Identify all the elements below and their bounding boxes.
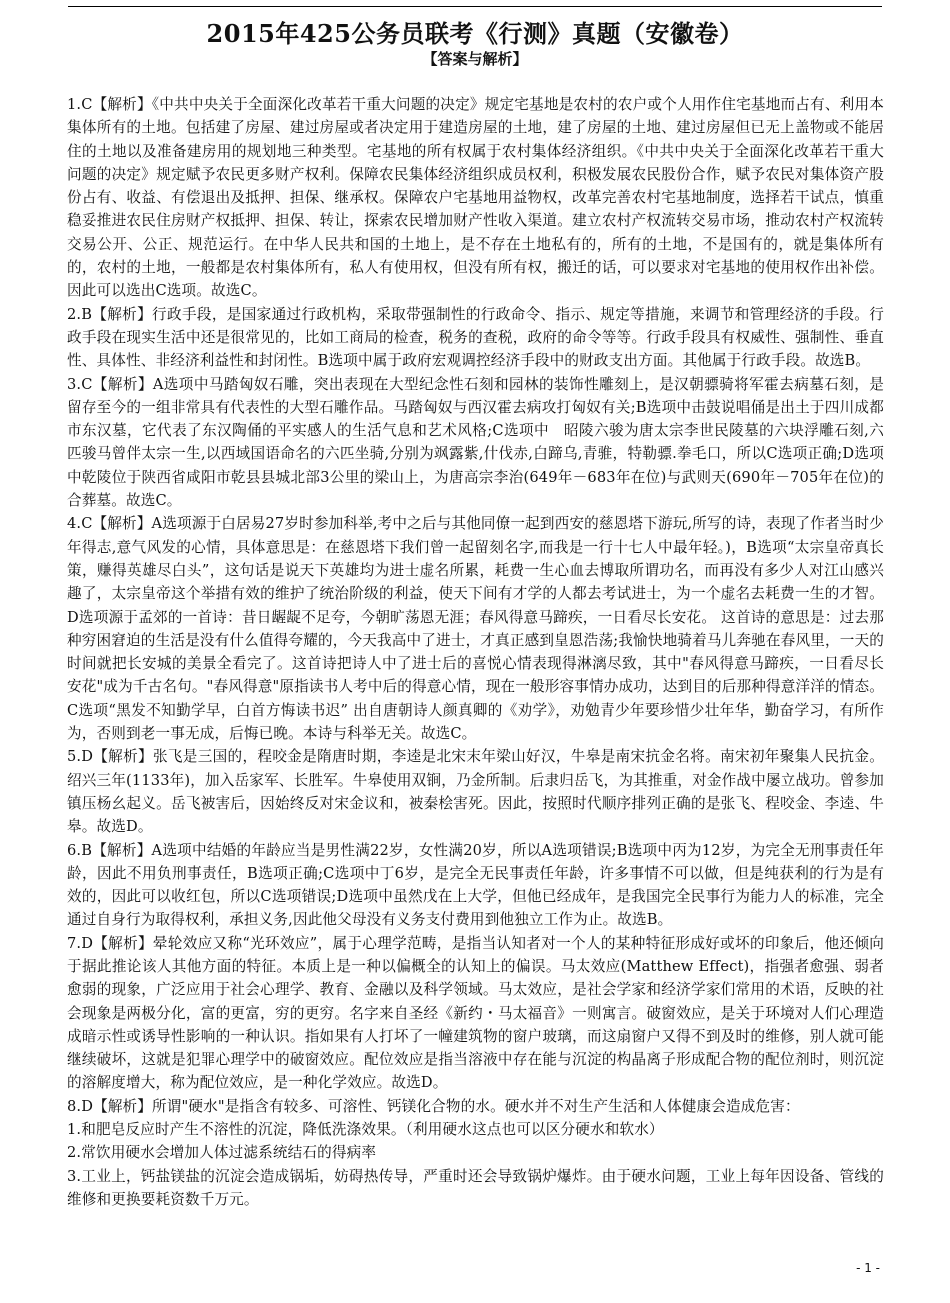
answer-paragraph: 6.B【解析】A选项中结婚的年龄应当是男性满22岁，女性满20岁，所以A选项错误;B选项中丙为12岁，为完全无刑事责任年龄，因此不用负刑事责任，B选项正确;C选项中丁6岁，是完全无民事责任年龄，许多事情不可以做，但是纯获利的行为是有效的，因此可以收红包，所以C选项错误;D选项中虽然戊在上大学，但他已经成年，是我国完全民事行为能力人的标准，完全通过自身行为取得权利，承担义务,因此他父母没有义务支付费用到他独立工作为止。故选B。 <box>67 841 884 929</box>
header-rule <box>68 6 882 7</box>
answer-paragraph: 2.B【解析】行政手段，是国家通过行政机构，采取带强制性的行政命令、指示、规定等措施，来调节和管理经济的手段。行政手段在现实生活中还是很常见的，比如工商局的检查，税务的查税，政府的命令等等。行政手段具有权威性、强制性、垂直性、具体性、非经济利益性和封闭性。B选项中属于政府宏观调控经济手段中的财政支出方面。其他属于行政手段。故选B。 <box>67 305 884 370</box>
page-number: - 1 - <box>856 1261 880 1275</box>
page-subtitle: 【答案与解析】 <box>422 50 528 68</box>
answer-paragraph: 3.C【解析】A选项中马踏匈奴石雕，突出表现在大型纪念性石刻和园林的装饰性雕刻上，是汉朝骠骑将军霍去病墓石刻，是留存至今的一组非常具有代表性的大型石雕作品。马踏匈奴与西汉霍去病攻打匈奴有关;B选项中击鼓说唱俑是出土于四川成都市东汉墓，它代表了东汉陶俑的平实感人的生活气息和艺术风格;C选项中 昭陵六骏为唐太宗李世民陵墓的六块浮雕石刻,六匹骏马曾伴太宗一生,以西域国语命名的六匹坐骑,分别为飒露紫,什伐赤,白蹄乌,青骓，特勒骠.拳毛口，所以C选项正确;D选项中乾陵位于陕西省咸阳市乾县县城北部3公里的梁山上，为唐高宗李治(649年－683年在位)与武则天(690年－705年在位)的合葬墓。故选C。 <box>67 375 884 510</box>
list-item: 2.常饮用硬水会增加人体过滤系统结石的得病率 <box>67 1144 377 1162</box>
answer-body <box>67 93 884 1211</box>
answer-paragraph: 5.D【解析】张飞是三国的，程咬金是隋唐时期，李逵是北宋末年梁山好汉，牛皋是南宋抗金名将。南宋初年聚集人民抗金。绍兴三年(1133年)，加入岳家军、长胜军。牛皋使用双锏，乃金所制。后隶归岳飞，为其推重，对金作战中屡立战功。曾参加镇压杨幺起义。岳飞被害后，因始终反对宋金议和，被秦桧害死。因此，按照时代顺序排列正确的是张飞、程咬金、李逵、牛皋。故选D。 <box>67 748 884 836</box>
list-item: 1.和肥皂反应时产生不溶性的沉淀，降低洗涤效果。（利用硬水这点也可以区分硬水和软水） <box>67 1121 664 1139</box>
list-item: 3.工业上，钙盐镁盐的沉淀会造成锅垢，妨碍热传导，严重时还会导致锅炉爆炸。由于硬水问题，工业上每年因设备、管线的维修和更换要耗资数千万元。 <box>67 1167 884 1208</box>
answer-paragraph: 4.C【解析】A选项源于白居易27岁时参加科举,考中之后与其他同僚一起到西安的慈恩塔下游玩,所写的诗，表现了作者当时少年得志,意气风发的心情，具体意思是：在慈恩塔下我们曾一起留刻名字,而我是一行十七人中最年轻。)，B选项“太宗皇帝真长策，赚得英雄尽白头”，这句话是说天下英雄均为进士虚名所累，耗费一生心血去博取所谓功名，而再没有多少人对江山感兴趣了，太宗皇帝这个举措有效的维护了统治阶级的利益，使天下间有才学的人都去考试进士，为一个虚名去耗费一生的才智。D选项源于孟郊的一首诗：昔日龌龊不足夸，今朝旷荡恩无涯；春风得意马蹄疾，一日看尽长安花。 这首诗的意思是：过去那种穷困窘迫的生活是没有什么值得夸耀的，今天我高中了进士，才真正感到皇恩浩荡;我愉快地骑着马儿奔驰在春风里，一天的时间就把长安城的美景全看完了。这首诗把诗人中了进士后的喜悦心情表现得淋漓尽致，其中"春风得意马蹄疾，一日看尽长安花"成为千古名句。"春风得意"原指读书人考中后的得意心情，现在一般形容事情办成功，达到目的后那种得意洋洋的情态。C选项“黑发不知勤学早，白首方悔读书迟” 出自唐朝诗人颜真卿的《劝学》，劝勉青少年要珍惜少壮年华，勤奋学习，有所作为，否则到老一事无成，后悔已晚。本诗与科举无关。故选C。 <box>67 515 884 743</box>
answer-paragraph: 8.D【解析】所谓"硬水"是指含有较多、可溶性、钙镁化合物的水。硬水并不对生产生活和人体健康会造成危害： <box>67 1097 800 1115</box>
answer-paragraph: 1.C【解析】《中共中央关于全面深化改革若干重大问题的决定》规定宅基地是农村的农户或个人用作住宅基地而占有、利用本集体所有的土地。包括建了房屋、建过房屋或者决定用于建造房屋的土地，建了房屋的土地、建过房屋但已无上盖物或不能居住的土地以及准备建房用的规划地三种类型。宅基地的所有权属于农村集体经济组织。《中共中央关于全面深化改革若干重大问题的决定》规定赋予农民更多财产权利。保障农民集体经济组织成员权利，积极发展农民股份合作，赋予农民对集体资产股份占有、收益、有偿退出及抵押、担保、继承权。保障农户宅基地用益物权，改革完善农村宅基地制度，选择若干试点，慎重稳妥推进农民住房财产权抵押、担保、转让，探索农民增加财产性收入渠道。建立农村产权流转交易市场，推动农村产权流转交易公开、公正、规范运行。在中华人民共和国的土地上，是不存在土地私有的，所有的土地，不是国有的，就是集体所有的，农村的土地，一般都是农村集体所有，私人有使用权，但没有所有权，搬迁的话，可以要求对宅基地的使用权作出补偿。因此可以选出C选项。故选C。 <box>67 96 884 300</box>
page-title: 2015年425公务员联考《行测》真题（安徽卷） <box>206 19 744 48</box>
answer-paragraph: 7.D【解析】晕轮效应又称“光环效应”，属于心理学范畴，是指当认知者对一个人的某种特征形成好或坏的印象后，他还倾向于据此推论该人其他方面的特征。本质上是一种以偏概全的认知上的偏误。马太效应(Matthew Effect)，指强者愈强、弱者愈弱的现象，广泛应用于社会心理学、教育、金融以及科学领域。马太效应，是社会学家和经济学家们常用的术语，反映的社会现象是两极分化，富的更富，穷的更穷。名字来自圣经《新约・马太福音》一则寓言。破窗效应，是关于环境对人们心理造成暗示性或诱导性影响的一种认识。指如果有人打坏了一幢建筑物的窗户玻璃，而这扇窗户又得不到及时的维修，别人就可能继续破坏，这就是犯罪心理学中的破窗效应。配位效应是指当溶液中存在能与沉淀的构晶离子形成配合物的配位剂时，则沉淀的溶解度增大，称为配位效应，是一种化学效应。故选D。 <box>67 934 884 1092</box>
